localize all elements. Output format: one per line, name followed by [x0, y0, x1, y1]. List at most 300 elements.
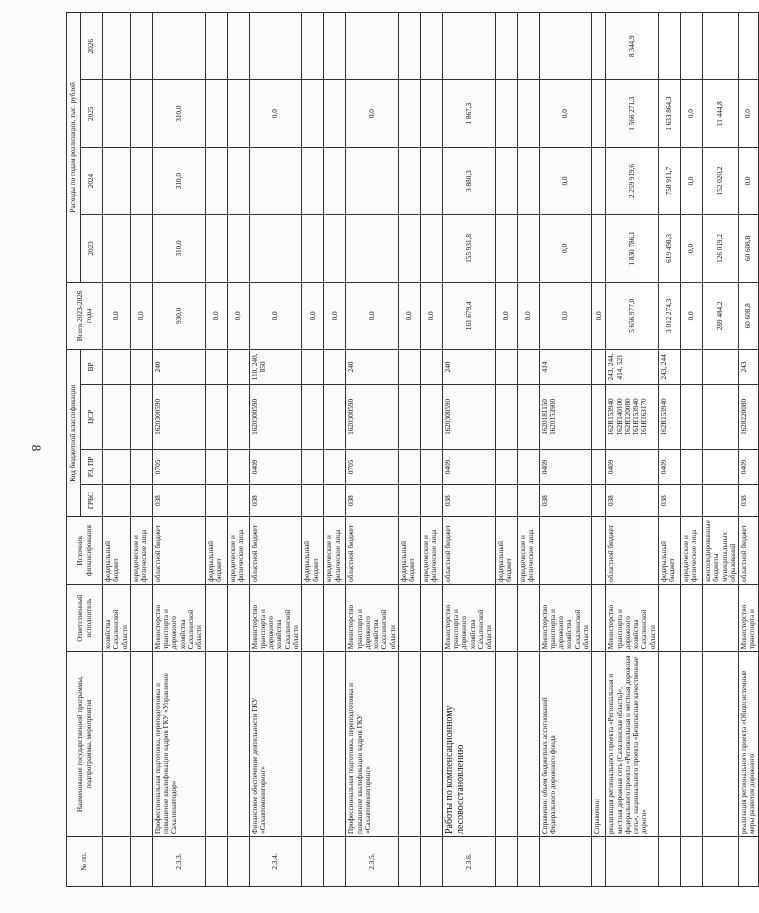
table-row [227, 13, 249, 887]
cell-source: федеральный бюджет [302, 517, 324, 584]
cell-name [658, 652, 680, 837]
cell-y2025: 1 633 864,3 [658, 80, 680, 147]
table-row [130, 13, 152, 887]
cell-y2025: 0,0 [680, 80, 702, 147]
cell-grbs [398, 484, 420, 517]
cell-no [539, 837, 592, 887]
cell-y2025 [227, 80, 249, 147]
cell-csr [205, 384, 227, 449]
cell-y2023: 0,0 [539, 215, 592, 282]
cell-rzpr: 0409 [249, 450, 302, 485]
cell-y2024: 3 880,3 [442, 147, 495, 214]
cell-grbs: 038 [606, 484, 659, 517]
cell-vr [324, 350, 346, 385]
cell-y2023 [592, 215, 606, 282]
cell-y2026 [205, 13, 227, 80]
cell-y2024: 310,0 [152, 147, 205, 214]
cell-resp [592, 584, 606, 651]
cell-y2026 [680, 13, 702, 80]
cell-resp: Министерство транспорта и дорожного хозяйства Сахалинской области [539, 584, 592, 651]
cell-csr [227, 384, 249, 449]
cell-source: консолидированные бюджеты муниципальных образований [702, 517, 738, 584]
cell-name: Работы по компенсационному лесовосстановлению [442, 652, 495, 837]
cell-csr [302, 384, 324, 449]
cell-rzpr: 0409 [442, 450, 495, 485]
cell-csr [324, 384, 346, 449]
table-row [739, 13, 759, 887]
table-row [517, 13, 539, 887]
cell-y2023 [302, 215, 324, 282]
cell-resp [680, 584, 702, 651]
cell-total: 930,0 [152, 282, 205, 349]
table-row [324, 13, 346, 887]
cell-total: 0,0 [346, 282, 399, 349]
cell-rzpr [227, 450, 249, 485]
cell-vr: 243 [739, 350, 759, 385]
table-row [592, 13, 606, 887]
cell-y2025: 1 566 271,3 [606, 80, 659, 147]
cell-no [517, 837, 539, 887]
cell-csr [103, 384, 131, 449]
cell-rzpr: 0409 [606, 450, 659, 485]
cell-y2026 [227, 13, 249, 80]
cell-y2023: 619 498,3 [658, 215, 680, 282]
cell-resp [398, 584, 420, 651]
cell-name [103, 652, 131, 837]
header-total: Всего 2023-2026 годы [67, 282, 103, 349]
cell-y2023 [346, 215, 399, 282]
cell-resp [205, 584, 227, 651]
cell-source: федеральный бюджет [495, 517, 517, 584]
cell-y2023 [517, 215, 539, 282]
table-row [420, 13, 442, 887]
table-row [680, 13, 702, 887]
cell-grbs [130, 484, 152, 517]
header-grbs: ГРБС [81, 484, 103, 517]
cell-y2026 [103, 13, 131, 80]
cell-resp [420, 584, 442, 651]
cell-no [606, 837, 659, 887]
cell-rzpr: 0409 [539, 450, 592, 485]
cell-y2024: 0,0 [739, 147, 759, 214]
cell-name: Финансовое обеспечение деятельности ГКУ «Сахавтомонигоринг» [249, 652, 302, 837]
cell-total: 0,0 [103, 282, 131, 349]
header-years-group: Расходы по годам реализации, тыс. рублей [67, 13, 81, 283]
cell-y2025 [495, 80, 517, 147]
cell-vr [702, 350, 738, 385]
cell-y2024 [249, 147, 302, 214]
cell-csr [420, 384, 442, 449]
cell-y2026: 8 344,9 [606, 13, 659, 80]
cell-no [130, 837, 152, 887]
cell-grbs: 038 [152, 484, 205, 517]
cell-no: 2.3.6. [442, 837, 495, 887]
cell-y2024: 0,0 [680, 147, 702, 214]
cell-csr: 1620300590 [442, 384, 495, 449]
cell-y2025 [205, 80, 227, 147]
cell-no [302, 837, 324, 887]
cell-y2026 [702, 13, 738, 80]
cell-y2024 [130, 147, 152, 214]
cell-resp [702, 584, 738, 651]
cell-y2023: 310,0 [152, 215, 205, 282]
cell-source: юридические и физические лица [130, 517, 152, 584]
cell-grbs [324, 484, 346, 517]
cell-y2025 [130, 80, 152, 147]
cell-source: федеральный бюджет [398, 517, 420, 584]
cell-vr [517, 350, 539, 385]
cell-y2026 [249, 13, 302, 80]
cell-source: областной бюджет [249, 517, 302, 584]
cell-y2024: 152 020,2 [702, 147, 738, 214]
table-row [152, 13, 205, 887]
cell-source: федеральный бюджет [205, 517, 227, 584]
cell-name [205, 652, 227, 837]
cell-y2024 [324, 147, 346, 214]
cell-y2023 [495, 215, 517, 282]
cell-resp [324, 584, 346, 651]
cell-source: областной бюджет [739, 517, 759, 584]
cell-name [420, 652, 442, 837]
table-row [205, 13, 227, 887]
cell-y2024 [302, 147, 324, 214]
cell-y2026 [517, 13, 539, 80]
cell-source: юридические и физические лица [680, 517, 702, 584]
cell-grbs [702, 484, 738, 517]
cell-y2026 [346, 13, 399, 80]
table-header [67, 13, 103, 887]
cell-no: 2.3.4. [249, 837, 302, 887]
header-name: Наименование государственной программы, подпрограммы, мероприятия [67, 652, 103, 837]
cell-no [680, 837, 702, 887]
cell-grbs [227, 484, 249, 517]
cell-no: 2.3.3. [152, 837, 205, 887]
cell-source: федеральный бюджет [103, 517, 131, 584]
cell-resp [227, 584, 249, 651]
cell-vr: 240 [346, 350, 399, 385]
cell-name [130, 652, 152, 837]
cell-total: 289 484,2 [702, 282, 738, 349]
header-responsible: Ответственный исполнитель [67, 584, 103, 651]
cell-no [227, 837, 249, 887]
cell-no [103, 837, 131, 887]
cell-csr: 1620300590 [249, 384, 302, 449]
cell-total: 0,0 [495, 282, 517, 349]
cell-y2024 [205, 147, 227, 214]
cell-source: федеральный бюджет [658, 517, 680, 584]
cell-total: 0,0 [592, 282, 606, 349]
table-row [103, 13, 131, 887]
cell-resp: Министерство транспорта и дорожного хозяйства Сахалинской области [606, 584, 659, 651]
cell-csr: 162R153940 [658, 384, 680, 449]
cell-y2023 [227, 215, 249, 282]
cell-csr: 1620300590 [152, 384, 205, 449]
cell-source [539, 517, 592, 584]
cell-vr [420, 350, 442, 385]
cell-total: 0,0 [517, 282, 539, 349]
cell-y2023: 60 608,8 [739, 215, 759, 282]
cell-rzpr [103, 450, 131, 485]
cell-no [702, 837, 738, 887]
cell-y2025 [324, 80, 346, 147]
cell-vr [130, 350, 152, 385]
cell-source: областной бюджет [152, 517, 205, 584]
cell-vr: 243, 244, 414, 521 [606, 350, 659, 385]
cell-rzpr [702, 450, 738, 485]
cell-y2025: 11 444,8 [702, 80, 738, 147]
cell-grbs [205, 484, 227, 517]
table-row [398, 13, 420, 887]
cell-total: 0,0 [539, 282, 592, 349]
cell-rzpr [205, 450, 227, 485]
cell-name: реализация регионального проекта «Общесистемные меры развития дорожного [739, 652, 759, 837]
cell-csr [495, 384, 517, 449]
cell-y2026 [658, 13, 680, 80]
cell-y2025: 0,0 [539, 80, 592, 147]
cell-resp: Министерство транспорта и дорожного хозяйства Сахалинской области [152, 584, 205, 651]
cell-y2024 [346, 147, 399, 214]
cell-vr [205, 350, 227, 385]
cell-rzpr: 0409 [658, 450, 680, 485]
cell-total: 161 679,4 [442, 282, 495, 349]
cell-y2024 [420, 147, 442, 214]
cell-y2023: 155 931,8 [442, 215, 495, 282]
cell-source: областной бюджет [606, 517, 659, 584]
cell-y2026 [130, 13, 152, 80]
header-rzpr: РЗ, ПР [81, 450, 103, 485]
table-row [539, 13, 592, 887]
cell-y2024 [103, 147, 131, 214]
header-source: Источник финансирования [67, 517, 103, 584]
cell-source: юридические и физические лица [227, 517, 249, 584]
cell-y2024: 2 259 919,6 [606, 147, 659, 214]
page-number: 8 [29, 444, 44, 452]
cell-total: 0,0 [227, 282, 249, 349]
header-csr: ЦСР [81, 384, 103, 449]
cell-vr: 240 [152, 350, 205, 385]
cell-y2026 [539, 13, 592, 80]
cell-y2024 [227, 147, 249, 214]
cell-name [227, 652, 249, 837]
cell-y2023 [324, 215, 346, 282]
cell-grbs: 038 [442, 484, 495, 517]
cell-grbs [103, 484, 131, 517]
cell-vr [227, 350, 249, 385]
cell-vr [103, 350, 131, 385]
table-row [606, 13, 659, 887]
cell-total: 60 608,8 [739, 282, 759, 349]
cell-resp [658, 584, 680, 651]
cell-name [398, 652, 420, 837]
cell-y2023 [420, 215, 442, 282]
table-row [495, 13, 517, 887]
cell-source [592, 517, 606, 584]
cell-resp [517, 584, 539, 651]
cell-csr: 1628220080 [739, 384, 759, 449]
cell-rzpr: 0705 [346, 450, 399, 485]
cell-vr: 110, 240, 850 [249, 350, 302, 385]
cell-y2025 [592, 80, 606, 147]
table-row [702, 13, 738, 887]
cell-vr [398, 350, 420, 385]
cell-csr [517, 384, 539, 449]
cell-y2024 [398, 147, 420, 214]
cell-resp: Министерство транспорта и дорожного хозяйства Сахалинской области [442, 584, 495, 651]
cell-name [302, 652, 324, 837]
cell-vr [592, 350, 606, 385]
cell-name [517, 652, 539, 837]
header-2024: 2024 [81, 147, 103, 214]
header-2023: 2023 [81, 215, 103, 282]
cell-y2023: 0,0 [680, 215, 702, 282]
cell-vr: 240 [442, 350, 495, 385]
cell-grbs [420, 484, 442, 517]
cell-y2025: 0,0 [346, 80, 399, 147]
cell-y2024: 0,0 [539, 147, 592, 214]
cell-grbs [495, 484, 517, 517]
cell-total: 0,0 [249, 282, 302, 349]
cell-total: 0,0 [130, 282, 152, 349]
header-kbk: Код бюджетной классификации [67, 350, 81, 517]
table-body [103, 13, 759, 887]
cell-y2026 [398, 13, 420, 80]
cell-y2023 [205, 215, 227, 282]
cell-vr: 414 [539, 350, 592, 385]
cell-no [420, 837, 442, 887]
cell-name: Справочно: [592, 652, 606, 837]
cell-rzpr [302, 450, 324, 485]
cell-vr [302, 350, 324, 385]
cell-no: 2.3.5. [346, 837, 399, 887]
cell-name: Профессиональная подготовка, переподготовка и повышение квалификации кадров ГКУ «Сахавтомонигоринг» [346, 652, 399, 837]
cell-source: областной бюджет [442, 517, 495, 584]
cell-y2023: 1 830 786,1 [606, 215, 659, 282]
table-row [346, 13, 399, 887]
cell-grbs [517, 484, 539, 517]
cell-no [592, 837, 606, 887]
cell-total: 0,0 [324, 282, 346, 349]
cell-source: юридические и физические лица [517, 517, 539, 584]
cell-total: 0,0 [302, 282, 324, 349]
cell-name: реализация регионального проекта «Региональная и местная дорожная сеть (Сахалинская область)», федерального проекта «Региональная и местная дорожная сеть», национального проекта «Безопасные качественные дороги» [606, 652, 659, 837]
cell-y2025 [398, 80, 420, 147]
cell-total: 5 656 977,0 [606, 282, 659, 349]
cell-csr [702, 384, 738, 449]
cell-y2025: 0,0 [739, 80, 759, 147]
cell-no [739, 837, 759, 887]
cell-rzpr [130, 450, 152, 485]
cell-y2024: 758 911,7 [658, 147, 680, 214]
header-2025: 2025 [81, 80, 103, 147]
cell-y2024 [517, 147, 539, 214]
cell-rzpr [495, 450, 517, 485]
cell-no [205, 837, 227, 887]
cell-rzpr [592, 450, 606, 485]
cell-y2026 [420, 13, 442, 80]
cell-resp: хозяйства Сахалинской области [103, 584, 131, 651]
cell-y2023 [398, 215, 420, 282]
cell-no [658, 837, 680, 887]
cell-csr: 1620181150 1620153900 [539, 384, 592, 449]
cell-total: 0,0 [398, 282, 420, 349]
cell-grbs [592, 484, 606, 517]
cell-vr: 243, 244 [658, 350, 680, 385]
cell-grbs: 038 [249, 484, 302, 517]
cell-no [324, 837, 346, 887]
cell-rzpr: 0409 [739, 450, 759, 485]
cell-y2026 [152, 13, 205, 80]
cell-grbs: 038 [658, 484, 680, 517]
cell-y2025 [302, 80, 324, 147]
cell-grbs: 038 [739, 484, 759, 517]
cell-resp [302, 584, 324, 651]
cell-vr [495, 350, 517, 385]
cell-rzpr [680, 450, 702, 485]
cell-total: 0,0 [420, 282, 442, 349]
cell-y2023 [103, 215, 131, 282]
cell-resp [130, 584, 152, 651]
cell-no [398, 837, 420, 887]
budget-table [66, 12, 759, 887]
cell-y2025: 310,0 [152, 80, 205, 147]
cell-name: Профессиональная подготовка, переподготовка и повышение квалификации кадров ГКУ «Управление Сахалинавтодор» [152, 652, 205, 837]
cell-y2025 [420, 80, 442, 147]
cell-rzpr [324, 450, 346, 485]
cell-y2025 [103, 80, 131, 147]
cell-y2026 [739, 13, 759, 80]
cell-grbs: 038 [539, 484, 592, 517]
cell-rzpr: 0705 [152, 450, 205, 485]
cell-y2023 [130, 215, 152, 282]
header-2026: 2026 [81, 13, 103, 80]
cell-csr [398, 384, 420, 449]
cell-resp: Министерство транспорта и дорожного хозяйства Сахалинской области [249, 584, 302, 651]
table-row [302, 13, 324, 887]
cell-csr [592, 384, 606, 449]
cell-name [680, 652, 702, 837]
cell-csr: 1620300590 [346, 384, 399, 449]
table-row [249, 13, 302, 887]
cell-csr [130, 384, 152, 449]
header-no: № пп. [67, 837, 103, 887]
cell-source: юридические и физические лица [324, 517, 346, 584]
table-row [658, 13, 680, 887]
cell-y2024 [495, 147, 517, 214]
cell-y2024 [592, 147, 606, 214]
cell-y2026 [302, 13, 324, 80]
cell-source: юридические и физические лица [420, 517, 442, 584]
header-vr: ВР [81, 350, 103, 385]
cell-csr [680, 384, 702, 449]
cell-rzpr [398, 450, 420, 485]
cell-y2025: 0,0 [249, 80, 302, 147]
cell-y2026 [495, 13, 517, 80]
cell-resp: Министерство транспорта и дорожного хозяйства Сахалинской области [346, 584, 399, 651]
cell-y2023: 126 019,2 [702, 215, 738, 282]
cell-y2026 [442, 13, 495, 80]
cell-y2023 [249, 215, 302, 282]
table-frame [66, 12, 757, 887]
cell-source: областной бюджет [346, 517, 399, 584]
cell-y2026 [324, 13, 346, 80]
cell-y2026 [592, 13, 606, 80]
cell-resp [495, 584, 517, 651]
cell-total: 3 012 274,3 [658, 282, 680, 349]
cell-grbs: 038 [346, 484, 399, 517]
cell-grbs [302, 484, 324, 517]
cell-rzpr [420, 450, 442, 485]
cell-grbs [680, 484, 702, 517]
